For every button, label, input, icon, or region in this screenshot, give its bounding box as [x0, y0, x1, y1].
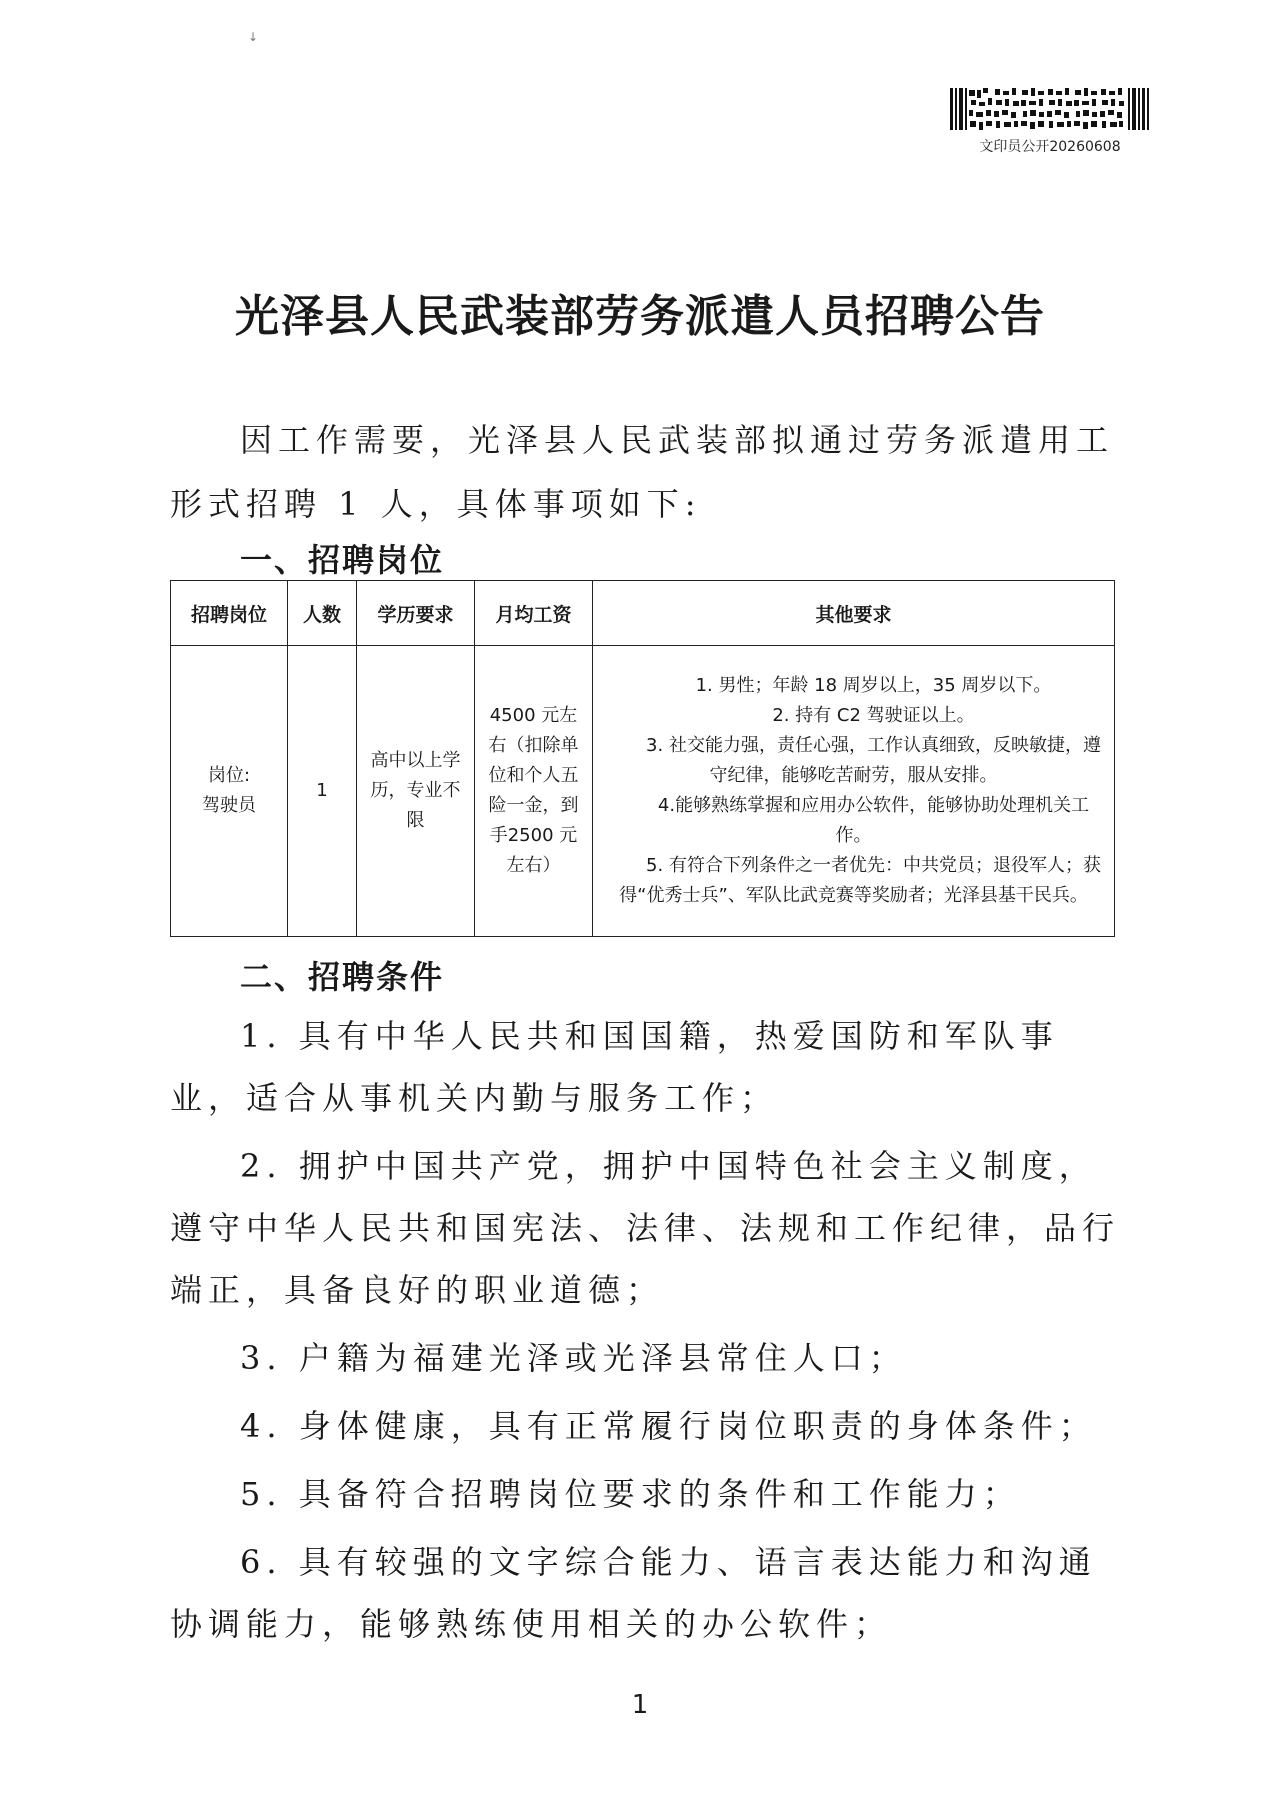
- corner-mark: ↓: [248, 30, 259, 44]
- table-row: [171, 646, 1115, 937]
- cell-count: 1: [288, 646, 357, 937]
- header-salary: 月均工资: [475, 581, 593, 646]
- header-other-requirements: 其他要求: [593, 581, 1115, 646]
- condition-item: 1. 具有中华人民共和国国籍，热爱国防和军队事业，适合从事机关内勤与服务工作；: [170, 1017, 1059, 1117]
- header-count: 人数: [288, 581, 357, 646]
- page-number: 1: [631, 1690, 649, 1720]
- cell-salary: 4500 元左右（扣除单位和个人五险一金，到手2500 元左右）: [475, 646, 593, 937]
- section-heading-positions: 一、招聘岗位: [240, 541, 445, 579]
- condition-item: 5. 具备符合招聘岗位要求的条件和工作能力；: [240, 1475, 1021, 1513]
- requirement-item: 5. 有符合下列条件之一者优先：中共党员；退役军人；获得“优秀士兵”、军队比武竞赛等奖励者；光泽县基干民兵。: [619, 855, 1101, 906]
- condition-item: 2. 拥护中国共产党，拥护中国特色社会主义制度，遵守中华人民共和国宪法、法律、法规和工作纪律，品行端正，具备良好的职业道德；: [170, 1147, 1121, 1309]
- condition-item: 3. 户籍为福建光泽或光泽县常住人口；: [240, 1339, 907, 1377]
- cell-position: [171, 646, 288, 937]
- document-code: 文印员公开20260608: [979, 139, 1121, 155]
- requirement-item: 2. 持有 C2 驾驶证以上。: [772, 705, 975, 726]
- requirement-item: 4.能够熟练掌握和应用办公软件，能够协助处理机关工作。: [657, 795, 1090, 846]
- requirement-item: 3. 社交能力强，责任心强，工作认真细致，反映敏捷，遵守纪律，能够吃苦耐劳，服从安排。: [646, 735, 1101, 786]
- header-education: 学历要求: [357, 581, 475, 646]
- condition-item: 6. 具有较强的文字综合能力、语言表达能力和沟通协调能力，能够熟练使用相关的办公软件；: [170, 1543, 1097, 1643]
- barcode-image: [950, 88, 1150, 130]
- section-heading-conditions: 二、招聘条件: [240, 958, 445, 996]
- header-position: 招聘岗位: [171, 581, 288, 646]
- intro-paragraph: 因工作需要，光泽县人民武装部拟通过劳务派遣用工形式招聘 1 人，具体事项如下:: [170, 421, 1115, 523]
- cell-other-requirements: [593, 646, 1115, 937]
- requirement-item: 1. 男性；年龄 18 周岁以上，35 周岁以下。: [695, 675, 1052, 696]
- position-label: 岗位:: [207, 765, 251, 786]
- cell-education: 高中以上学历，专业不限: [357, 646, 475, 937]
- table-header-row: [171, 581, 1115, 646]
- page-title: 光泽县人民武装部劳务派遣人员招聘公告: [235, 291, 1045, 342]
- positions-table: [170, 580, 1115, 937]
- condition-item: 4. 身体健康，具有正常履行岗位职责的身体条件；: [240, 1407, 1097, 1445]
- position-value: 驾驶员: [202, 795, 256, 816]
- conditions-list: [170, 1005, 1130, 1661]
